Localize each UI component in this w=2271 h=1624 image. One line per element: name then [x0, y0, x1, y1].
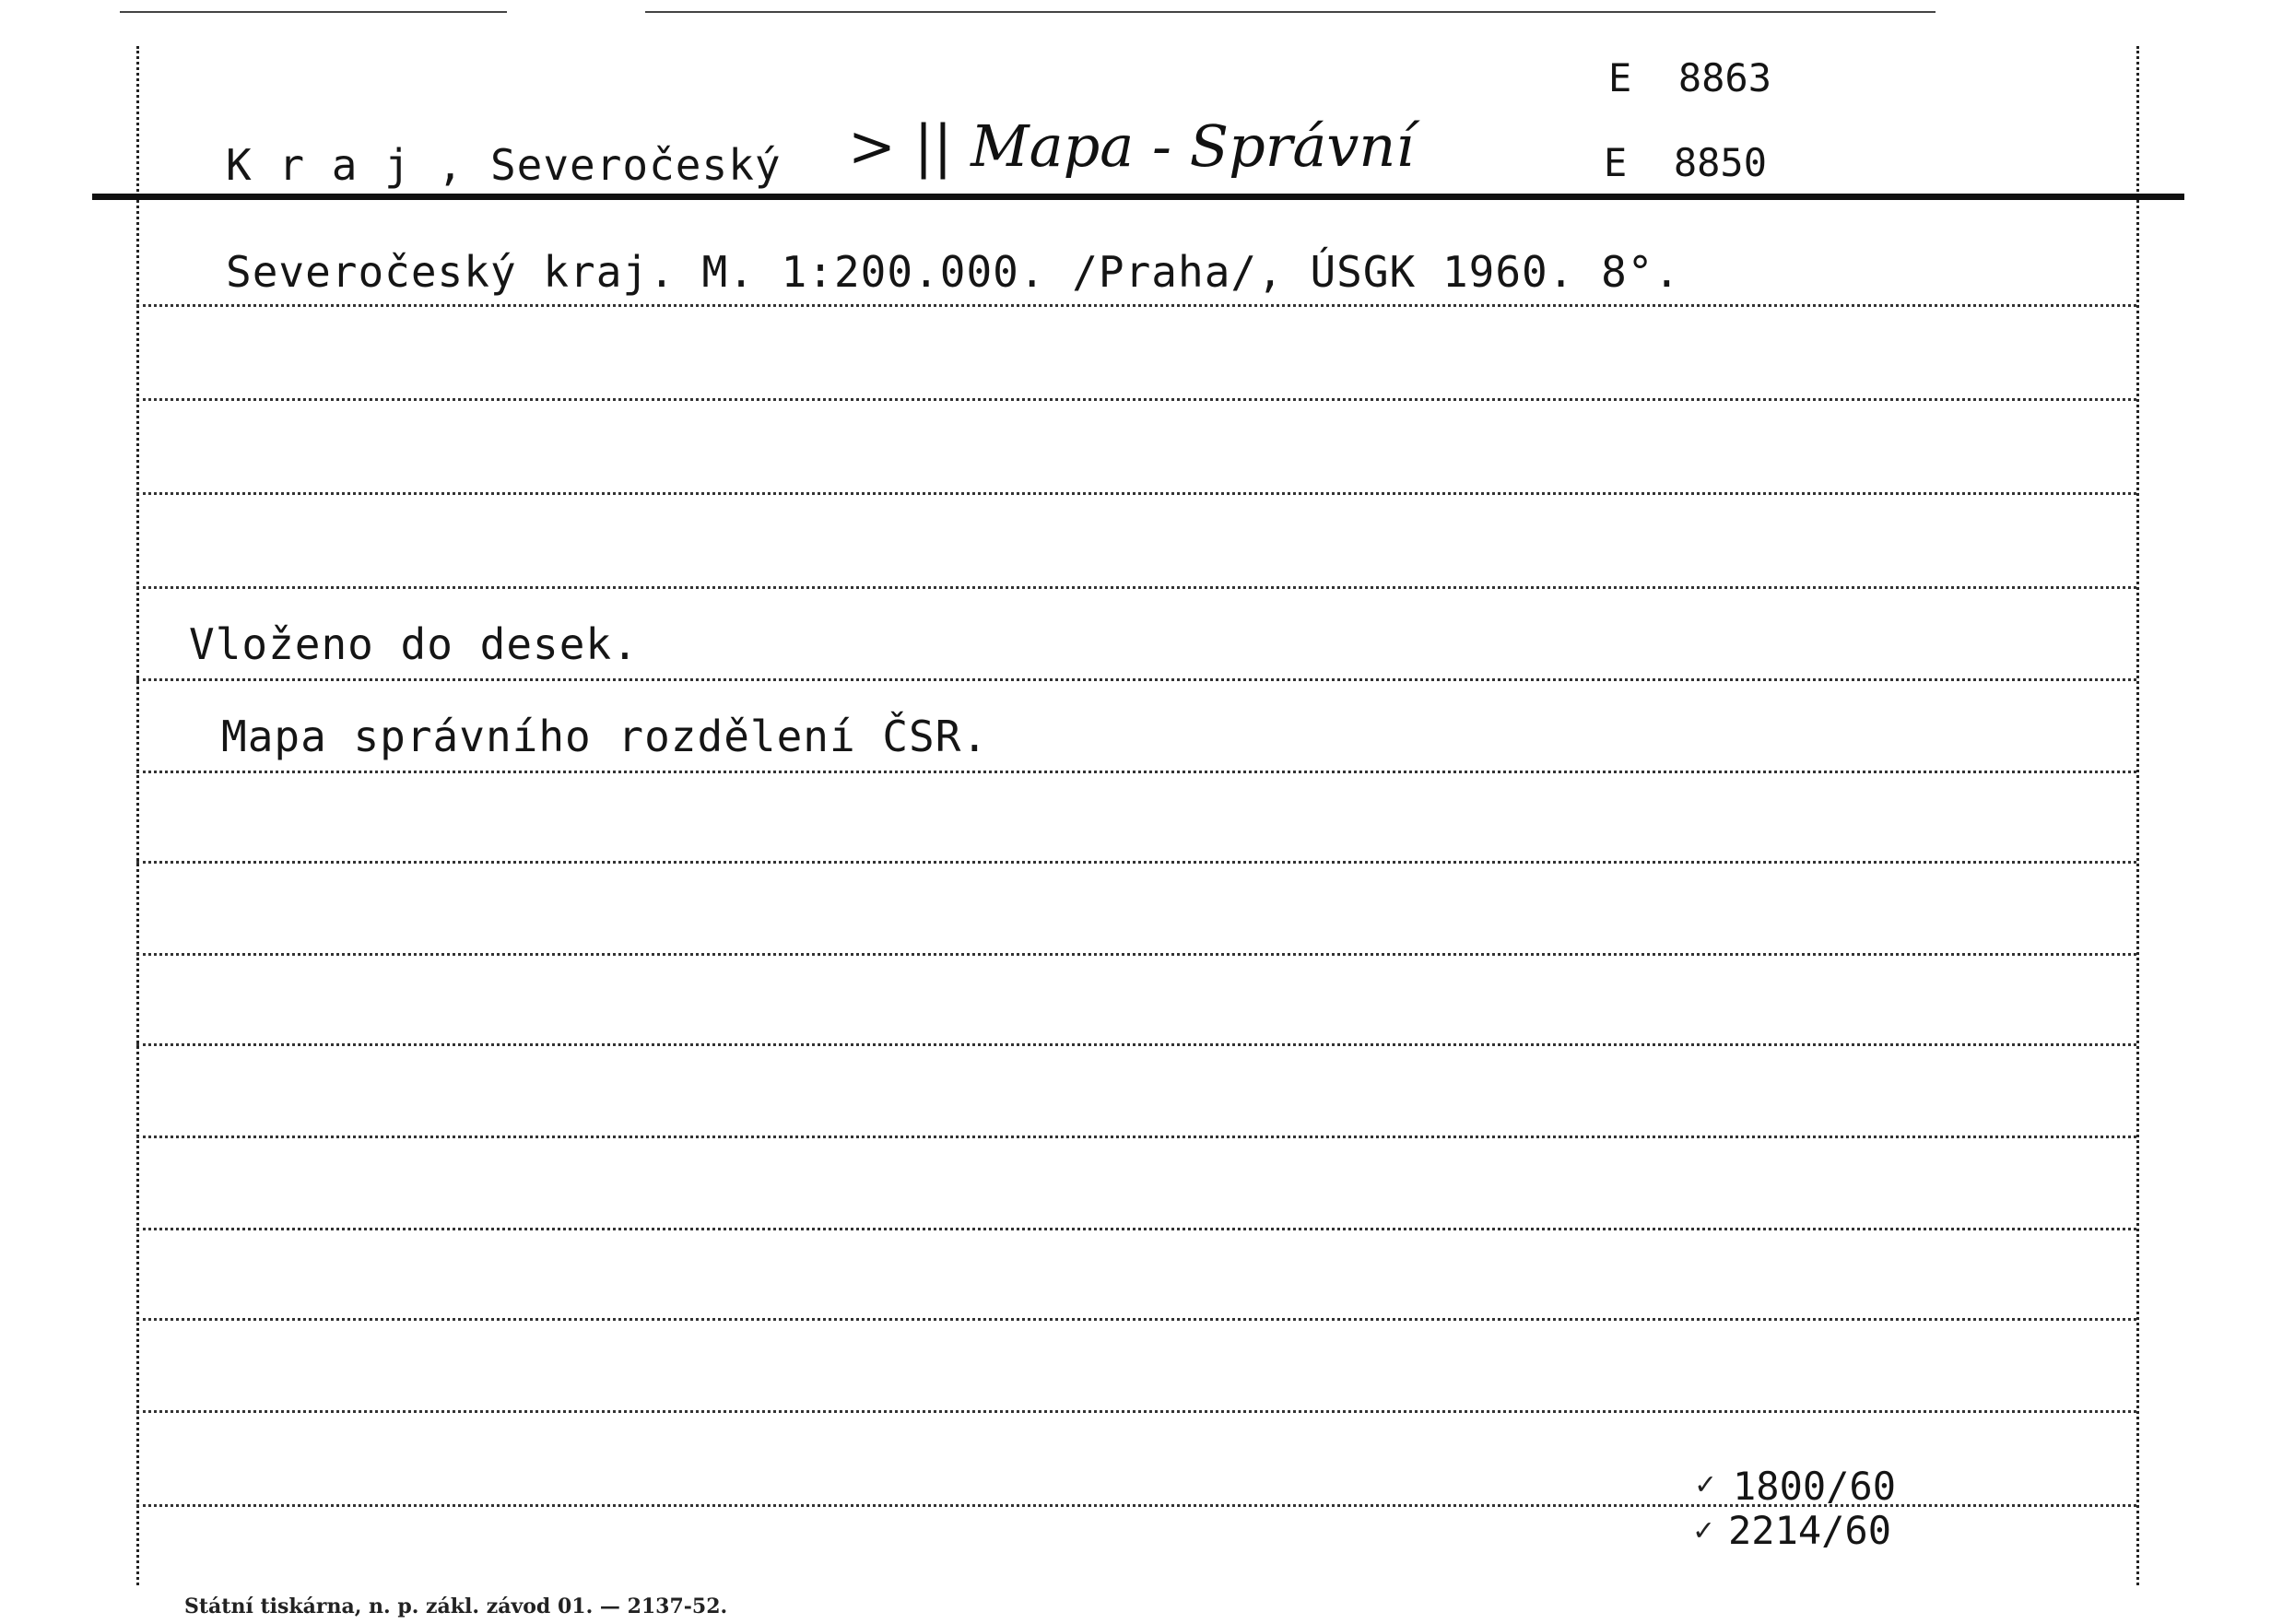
ruled-line	[136, 304, 2136, 307]
ruled-line	[136, 492, 2136, 495]
accession-number-1: 1800/60	[1733, 1464, 1897, 1509]
right-border	[2136, 46, 2139, 1585]
ruled-line	[136, 1318, 2136, 1321]
heading-handwritten: > || Mapa - Správní	[848, 112, 1415, 180]
ruled-line	[136, 1136, 2136, 1138]
ruled-line	[136, 1410, 2136, 1413]
ruled-line	[136, 678, 2136, 681]
left-border	[136, 46, 139, 1585]
note-map-title: Mapa správního rozdělení ČSR.	[221, 712, 989, 761]
ruled-line	[136, 398, 2136, 401]
top-edge-line	[120, 11, 507, 13]
call-number-2: E 8850	[1604, 140, 1768, 185]
ruled-line	[136, 1043, 2136, 1046]
ruled-line	[136, 953, 2136, 956]
note-inserted: Vloženo do desek.	[189, 619, 639, 669]
ruled-line	[136, 1228, 2136, 1230]
accession-number-2: 2214/60	[1728, 1508, 1892, 1553]
ruled-line	[136, 586, 2136, 589]
header-rule	[92, 194, 2184, 200]
heading-entry: K r a j , Severočeský	[226, 140, 782, 190]
ruled-line	[136, 771, 2136, 773]
check-mark-icon: ✓	[1694, 1512, 1713, 1548]
printer-imprint: Státní tiskárna, n. p. zákl. závod 01. — 2137-52.	[184, 1595, 728, 1618]
ruled-line	[136, 861, 2136, 864]
top-edge-line	[645, 11, 1936, 13]
call-number-1: E 8863	[1608, 55, 1772, 100]
bibliographic-description: Severočeský kraj. M. 1:200.000. /Praha/, ÚSGK 1960. 8°.	[226, 247, 1681, 297]
check-mark-icon: ✓	[1696, 1465, 1715, 1502]
